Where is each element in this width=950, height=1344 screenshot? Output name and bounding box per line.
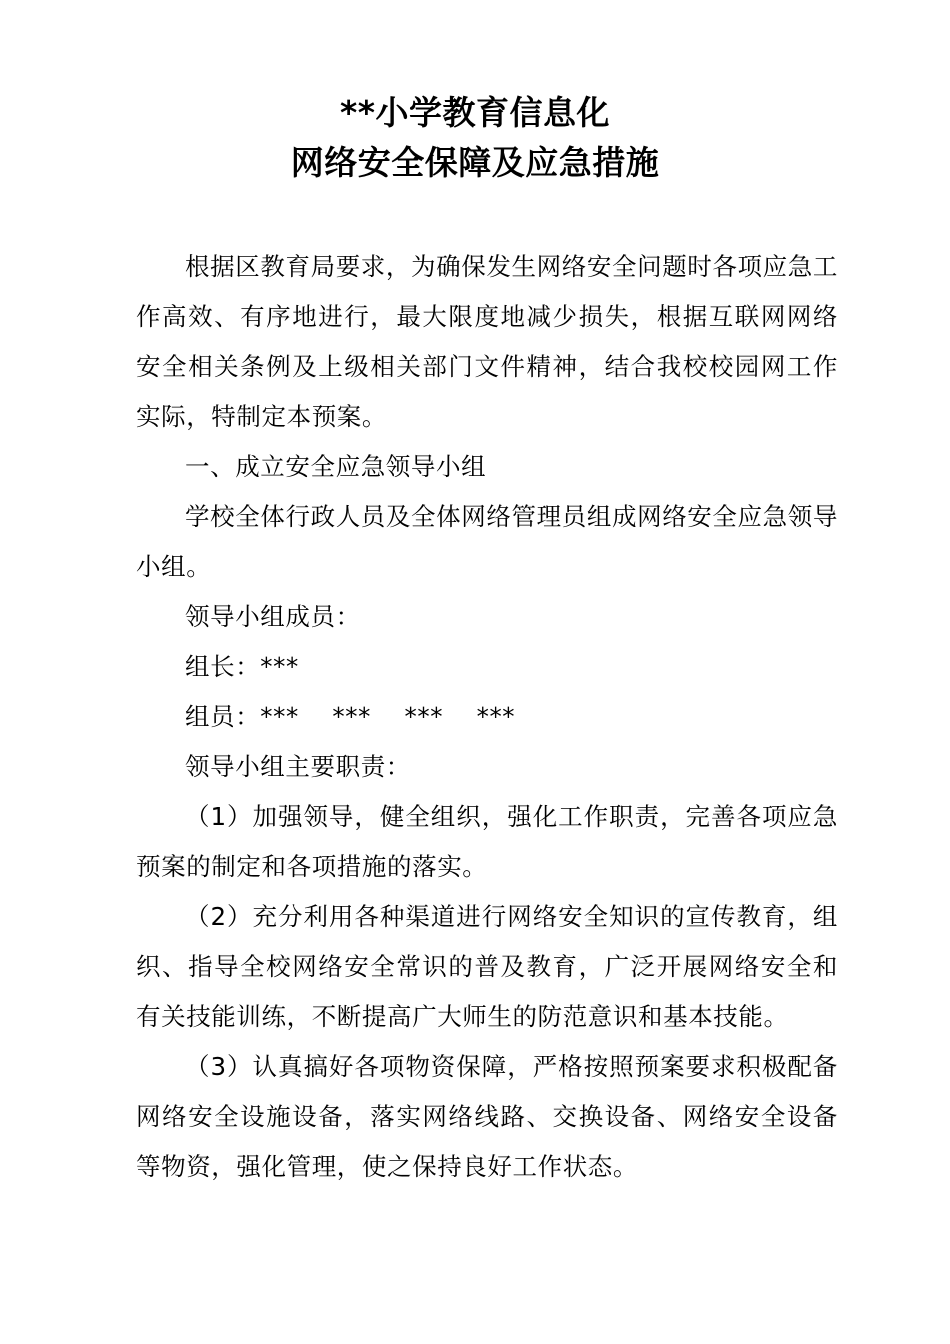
intro-paragraph: 根据区教育局要求，为确保发生网络安全问题时各项应急工作高效、有序地进行，最大限度地减少损失，根据互联网网络安全相关条例及上级相关部门文件精神，结合我校校园网工作实际，特制定本预案。 xyxy=(136,252,838,431)
members-line: 组员：*** *** *** *** xyxy=(185,702,516,731)
duties-heading: 领导小组主要职责： xyxy=(185,752,411,781)
section-heading: 一、成立安全应急领导小组 xyxy=(185,452,487,481)
document-title xyxy=(0,88,950,188)
members-heading: 领导小组成员： xyxy=(185,602,361,631)
document-body xyxy=(136,242,838,1192)
duty-item-1: （1）加强领导，健全组织，强化工作职责，完善各项应急预案的制定和各项措施的落实。 xyxy=(136,802,838,881)
leader-line: 组长：*** xyxy=(185,652,299,681)
duty-item-3: （3）认真搞好各项物资保障，严格按照预案要求积极配备网络安全设施设备，落实网络线路、交换设备、网络安全设备等物资，强化管理，使之保持良好工作状态。 xyxy=(136,1052,838,1181)
title-line-1: **小学教育信息化 xyxy=(339,93,610,132)
group-composition-paragraph: 学校全体行政人员及全体网络管理员组成网络安全应急领导小组。 xyxy=(136,502,838,581)
duty-item-2: （2）充分利用各种渠道进行网络安全知识的宣传教育，组织、指导全校网络安全常识的普及教育，广泛开展网络安全和有关技能训练，不断提高广大师生的防范意识和基本技能。 xyxy=(136,902,838,1031)
title-line-2: 网络安全保障及应急措施 xyxy=(290,143,660,182)
